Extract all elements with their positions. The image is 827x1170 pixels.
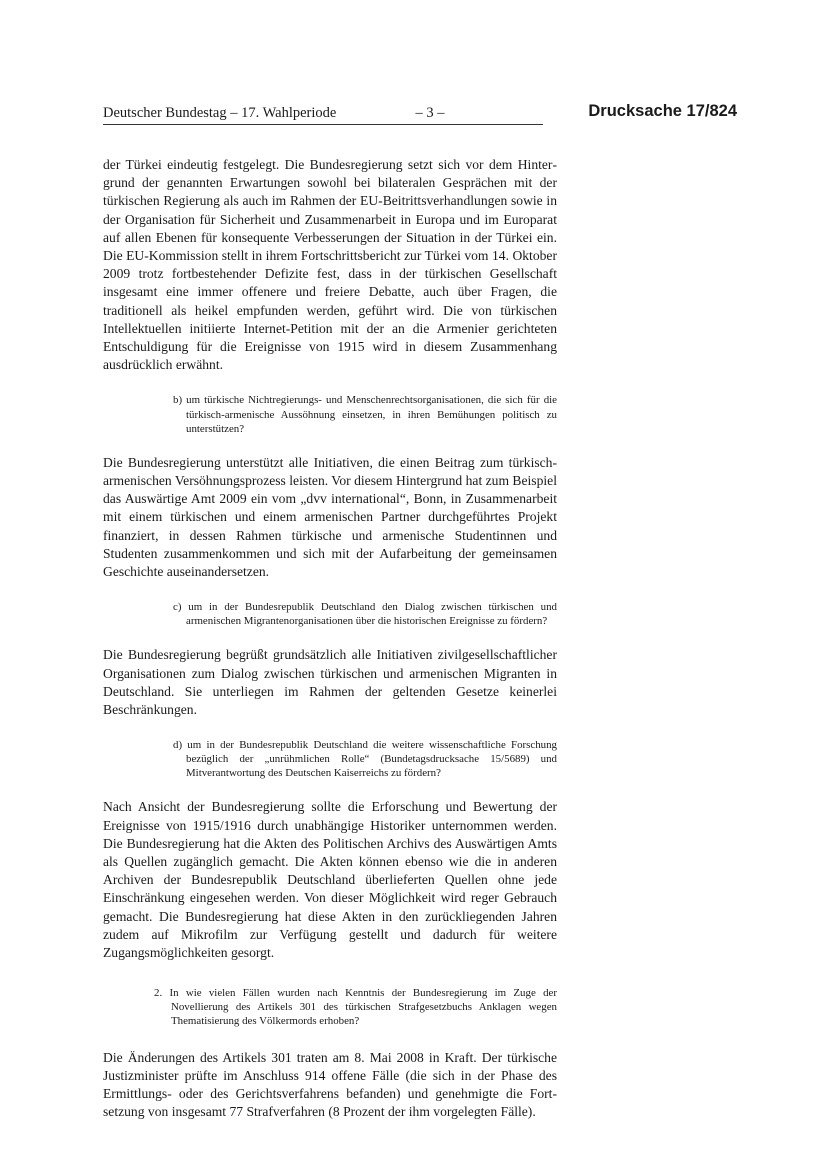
page-number: – 3 – <box>415 105 445 121</box>
page-header <box>103 102 737 124</box>
document-body <box>103 156 557 1121</box>
answer-paragraph-3: Die Bundesregierung begrüßt grundsätzlich alle Initiativen zivilgesellschaftlicher Organisationen zum Dialog zwischen türkischen und armenischen Migranten in Deutschland. Sie unterliegen im Rahmen der geltenden Gesetze keinerlei Beschränkungen. <box>103 647 557 717</box>
header-rule <box>103 124 543 125</box>
answer-paragraph-2: Die Bundesregierung unterstützt alle Initiativen, die einen Beitrag zum türkisch-armenischen Versöhnungsprozess leisten. Vor diesem Hintergrund hat zum Beispiel das Auswärtige Amt 2009 ein vom „dvv international“, Bonn, in Zusammenarbeit mit einem türkischen und einem armenischen Partner durchgeführtes Projekt finanziert, in dessen Rahmen türkische und armenische Studentinnen und Studenten zusammenkommen und sich mit der Aufarbeitung der gemeinsamen Geschichte auseinandersetzen. <box>103 454 557 579</box>
answer-paragraph-4: Nach Ansicht der Bundesregierung sollte die Erforschung und Bewertung der Ereignisse von 1915/1916 durch unabhängige Historiker unternommen werden. Die Bundesregierung hat die Akten des Politischen Archivs des Auswärtigen Amts als Quellen zugänglich gemacht. Die Akten können ebenso wie die in anderen Archiven der Bundesrepublik Deutschland überlieferten Quellen ohne jede Einschränkung eingesehen werden. Von dieser Möglichkeit wird reger Gebrauch gemacht. Die Bundesregierung hat diese Akten in den zurückliegenden Jahren zudem auf Mikrofilm zur Verfügung gestellt und dadurch für weitere Zugangsmöglichkeiten gesorgt. <box>103 799 557 961</box>
header-parliament: Deutscher Bundestag – 17. Wahlperiode <box>103 105 337 121</box>
question-b: b) um türkische Nichtregierungs- und Menschenrechtsorganisationen, die sich für die türkisch-armenische Aussöhnung einsetzen, in ihren Bemühungen politisch zu unterstützen? <box>173 394 557 435</box>
answer-paragraph-1: der Türkei eindeutig festgelegt. Die Bundesregierung setzt sich vor dem Hintergrund der genannten Erwartungen sowohl bei bilateralen Gesprächen mit der türkischen Regierung als auch im Rahmen der EU-Beitrittsverhandlungen sowie in der Organisation für Sicherheit und Zusammenarbeit in Europa und im Europarat auf allen Ebenen für konsequente Verbesserungen der Situation in der Türkei ein. Die EU-Kommission stellt in ihrem Fortschrittsbericht zur Türkei vom 14. Oktober 2009 trotz fortbestehender Defizite fest, dass in der türkischen Gesellschaft insgesamt eine immer offenere und freiere Debatte, auch über Fragen, die traditionell als heikel empfunden werden, geführt wird. Die von türkischen Intellektuellen initiierte Internet-Petition mit der an die Armenier gerichteten Entschuldigung für die Ereignisse von 1915 wird in diesem Zusammenhang ausdrücklich erwähnt. <box>103 157 557 373</box>
question-d: d) um in der Bundesrepublik Deutschland die weitere wissenschaftliche Forschung bezüglich der „unrühmlichen Rolle“ (Bundetagsdrucksache 15/5689) und Mitverantwortung des Deutschen Kaiserreichs zu fördern? <box>173 739 557 780</box>
question-c: c) um in der Bundesrepublik Deutschland den Dialog zwischen türkischen und armenischen Migrantenorganisationen über die historischen Ereignisse zu fördern? <box>173 601 557 628</box>
question-2: 2. In wie vielen Fällen wurden nach Kenntnis der Bundesregierung im Zuge der Novellierung des Artikels 301 des türkischen Strafgesetzbuchs Anklagen wegen Thematisierung des Völkermords erhoben? <box>154 987 557 1028</box>
document-number: Drucksache 17/824 <box>588 102 737 120</box>
answer-paragraph-5: Die Änderungen des Artikels 301 traten am 8. Mai 2008 in Kraft. Der türkische Justizminister prüfte im Anschluss 914 offene Fälle (die sich in der Phase des Ermittlungs- oder des Gerichtsverfahrens befanden) und genehmigte die Fortsetzung von insgesamt 77 Strafverfahren (8 Prozent der ihm vorgelegten Fälle). <box>103 1049 557 1120</box>
